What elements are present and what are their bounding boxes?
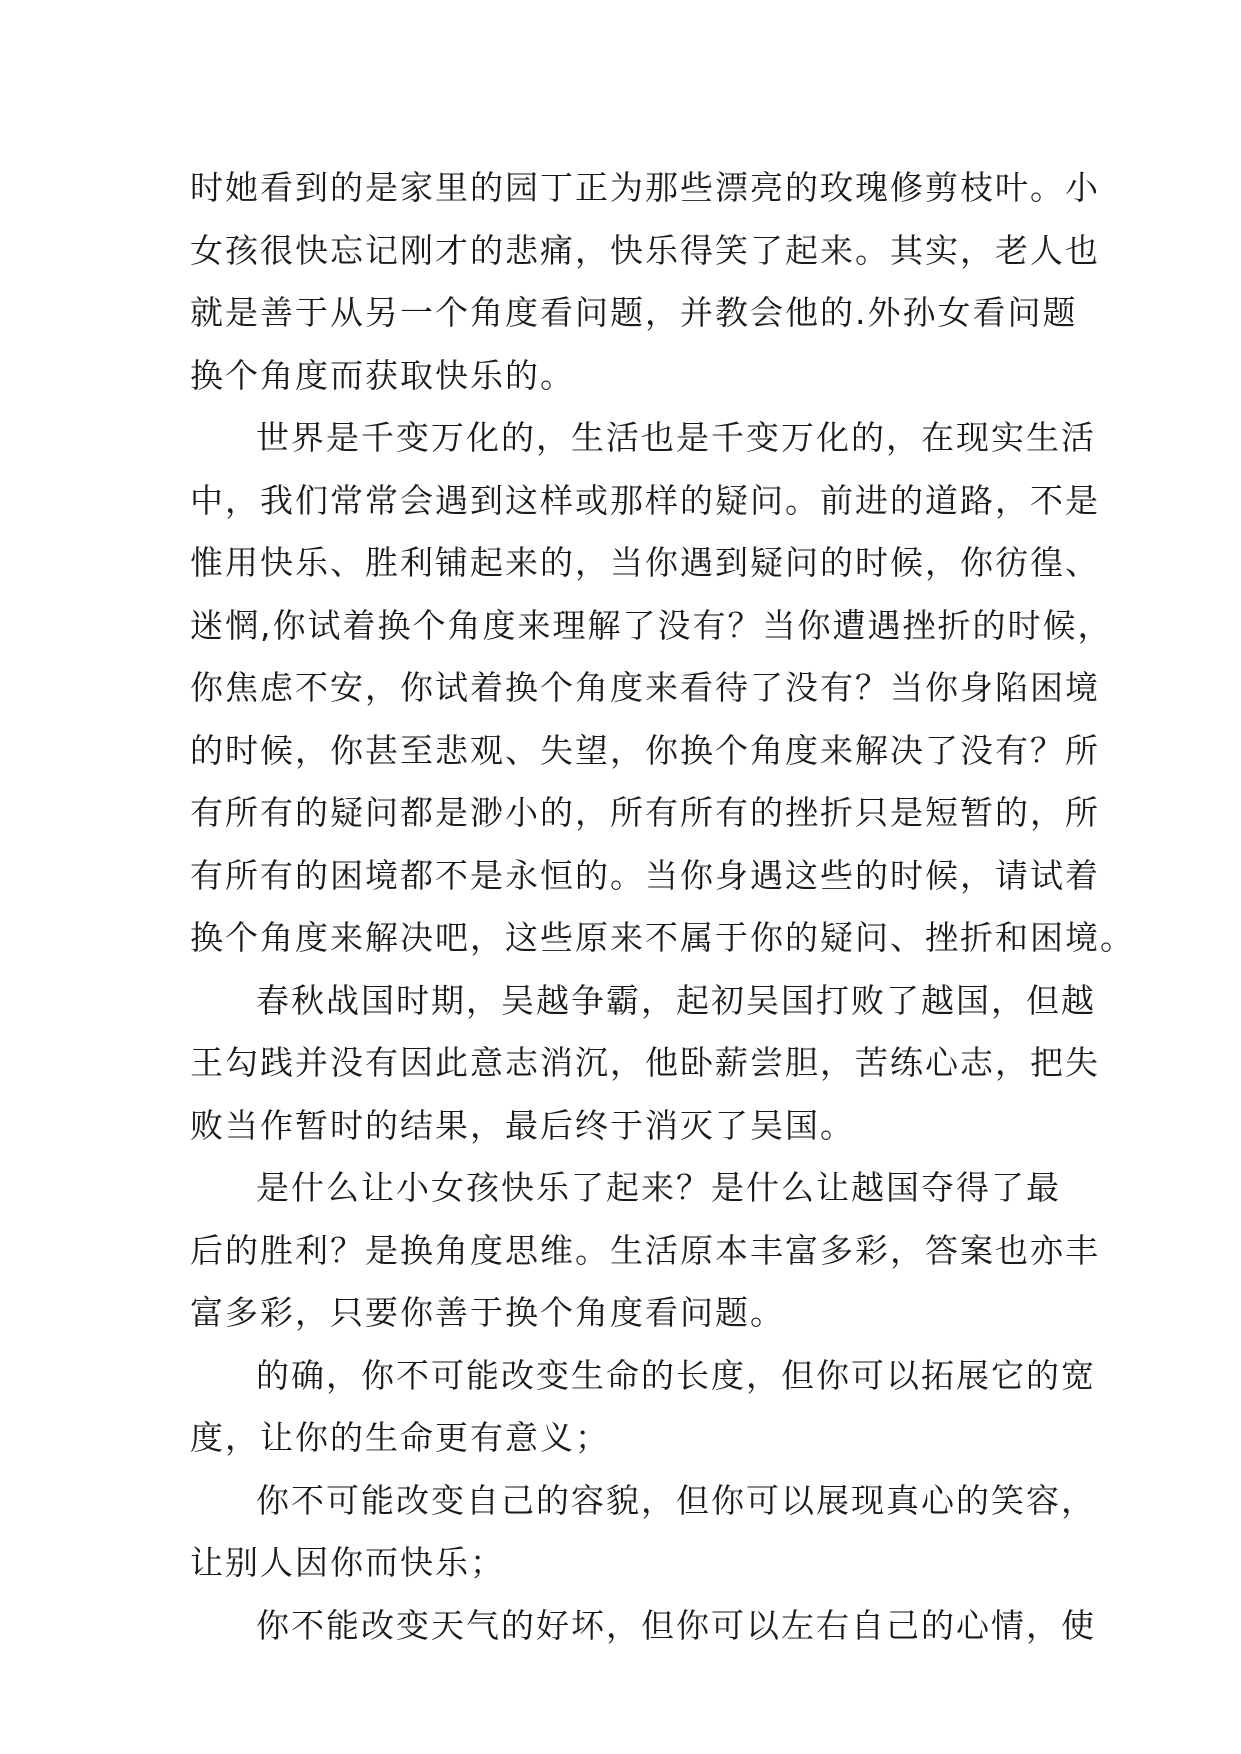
paragraph-start-line: 的确，你不可能改变生命的长度，但你可以拓展它的宽 (256, 1355, 1096, 1395)
text-line: 你焦虑不安，你试着换个角度来看待了没有？当你身陷困境 (190, 668, 1100, 707)
text-line: 迷惘,你试着换个角度来理解了没有？当你遭遇挫折的时候， (190, 605, 1113, 645)
text-line: 的时候，你甚至悲观、失望，你换个角度来解决了没有？所 (190, 730, 1100, 770)
text-line: 女孩很快忘记刚才的悲痛，快乐得笑了起来。其实，老人也 (190, 230, 1100, 270)
paragraph-start-line: 你不能改变天气的好坏，但你可以左右自己的心情，使 (256, 1605, 1096, 1645)
text-line: 换个角度而获取快乐的。 (190, 355, 575, 395)
text-line: 有所有的疑问都是渺小的，所有所有的挫折只是短暂的，所 (190, 793, 1100, 832)
paragraph-start-line: 世界是千变万化的，生活也是千变万化的，在现实生活 (256, 418, 1096, 457)
paragraph-start-line: 是什么让小女孩快乐了起来？是什么让越国夺得了最 (256, 1168, 1061, 1207)
text-line: 王勾践并没有因此意志消沉，他卧薪尝胆，苦练心志，把失 (190, 1043, 1100, 1082)
paragraph-start-line: 春秋战国时期，吴越争霸，起初吴国打败了越国，但越 (256, 980, 1096, 1020)
text-line: 有所有的困境都不是永恒的。当你身遇这些的时候，请试着 (190, 855, 1100, 895)
text-line: 就是善于从另一个角度看问题，并教会他的.外孙女看问题 (190, 293, 1078, 332)
document-body (190, 157, 1135, 1657)
text-line: 中，我们常常会遇到这样或那样的疑问。前进的道路，不是 (190, 480, 1100, 520)
text-line: 后的胜利？是换角度思维。生活原本丰富多彩，答案也亦丰 (190, 1230, 1100, 1270)
text-line: 败当作暂时的结果，最后终于消灭了吴国。 (190, 1105, 855, 1145)
text-line: 时她看到的是家里的园丁正为那些漂亮的玫瑰修剪枝叶。小 (190, 168, 1100, 207)
paragraph-start-line: 你不可能改变自己的容貌，但你可以展现真心的笑容， (256, 1480, 1096, 1520)
text-line: 让别人因你而快乐； (190, 1543, 505, 1582)
text-line: 换个角度来解决吧，这些原来不属于你的疑问、挫折和困境。 (190, 918, 1135, 957)
text-line: 度，让你的生命更有意义； (190, 1418, 610, 1457)
text-line: 惟用快乐、胜利铺起来的，当你遇到疑问的时候，你彷徨、 (190, 543, 1100, 582)
text-line: 富多彩，只要你善于换个角度看问题。 (190, 1293, 785, 1332)
